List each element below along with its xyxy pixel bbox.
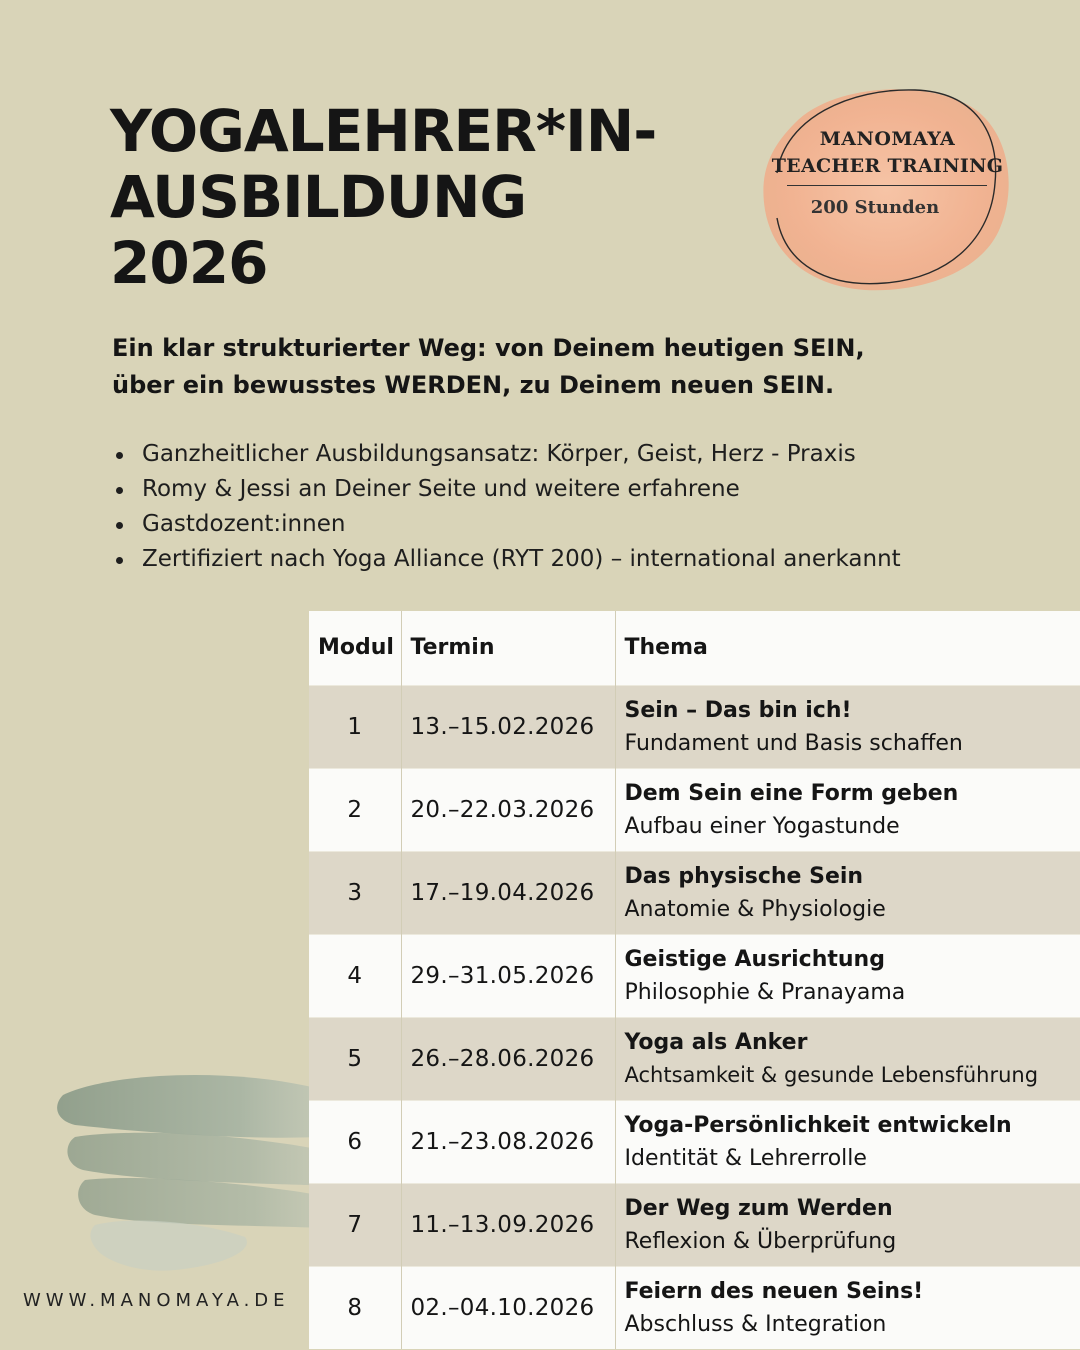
topic-title: Sein – Das bin ich! <box>624 697 852 723</box>
title-line-3: 2026 <box>110 229 268 297</box>
module-number: 7 <box>309 1183 401 1266</box>
feature-list <box>112 437 901 577</box>
topic-description: Philosophie & Pranayama <box>624 979 906 1005</box>
topic-title: Yoga als Anker <box>624 1029 808 1055</box>
module-number: 2 <box>309 768 401 851</box>
header-termin: Termin <box>401 611 615 685</box>
intro-text <box>112 330 865 404</box>
header-modul: Modul <box>309 611 401 685</box>
badge-divider <box>787 185 987 186</box>
module-topic <box>615 768 1080 851</box>
table-row <box>309 1266 1080 1349</box>
module-date: 29.–31.05.2026 <box>401 934 615 1017</box>
badge-title: MANOMAYA <box>819 128 956 150</box>
module-number: 3 <box>309 851 401 934</box>
module-topic <box>615 851 1080 934</box>
module-number: 1 <box>309 685 401 768</box>
topic-description: Reflexion & Überprüfung <box>624 1228 897 1254</box>
module-topic <box>615 934 1080 1017</box>
module-date: 02.–04.10.2026 <box>401 1266 615 1349</box>
topic-description: Abschluss & Integration <box>624 1311 887 1337</box>
badge-hours: 200 Stunden <box>810 197 940 218</box>
website-url[interactable]: WWW.MANOMAYA.DE <box>23 1290 290 1311</box>
table-row <box>309 768 1080 851</box>
feature-item: Romy & Jessi an Deiner Seite und weitere erfahrene <box>112 472 901 507</box>
module-date: 21.–23.08.2026 <box>401 1100 615 1183</box>
page-title <box>110 98 656 296</box>
topic-description: Identität & Lehrerrolle <box>624 1145 867 1171</box>
module-topic <box>615 1266 1080 1349</box>
table-row <box>309 1017 1080 1100</box>
topic-title: Yoga-Persönlichkeit entwickeln <box>624 1112 1012 1138</box>
table-row <box>309 851 1080 934</box>
topic-description: Aufbau einer Yogastunde <box>624 813 900 839</box>
module-number: 4 <box>309 934 401 1017</box>
feature-item: Ganzheitlicher Ausbildungsansatz: Körper, Geist, Herz - Praxis <box>112 437 901 472</box>
module-topic <box>615 1017 1080 1100</box>
topic-title: Das physische Sein <box>624 863 864 889</box>
module-date: 13.–15.02.2026 <box>401 685 615 768</box>
header-thema: Thema <box>624 635 708 661</box>
module-topic <box>615 685 1080 768</box>
title-line-2: AUSBILDUNG <box>110 163 527 231</box>
module-number: 8 <box>309 1266 401 1349</box>
table-row <box>309 1100 1080 1183</box>
topic-description: Achtsamkeit & gesunde Lebensführung <box>624 1062 1039 1087</box>
table-row <box>309 934 1080 1017</box>
feature-item: Zertifiziert nach Yoga Alliance (RYT 200) – international anerkannt <box>112 542 901 577</box>
table-row <box>309 685 1080 768</box>
topic-title: Feiern des neuen Seins! <box>624 1278 924 1304</box>
module-number: 6 <box>309 1100 401 1183</box>
badge-subtitle: TEACHER TRAINING <box>771 155 1004 177</box>
title-line-1: YOGALEHRER*IN- <box>110 97 657 165</box>
topic-title: Der Weg zum Werden <box>624 1195 893 1221</box>
schedule-table <box>309 611 1080 1349</box>
topic-title: Geistige Ausrichtung <box>624 946 885 972</box>
module-number: 5 <box>309 1017 401 1100</box>
intro-line-1: Ein klar strukturierter Weg: von Deinem heutigen SEIN, <box>112 334 865 362</box>
module-date: 17.–19.04.2026 <box>401 851 615 934</box>
module-date: 20.–22.03.2026 <box>401 768 615 851</box>
topic-description: Anatomie & Physiologie <box>624 896 886 922</box>
table-row <box>309 1183 1080 1266</box>
module-date: 11.–13.09.2026 <box>401 1183 615 1266</box>
topic-title: Dem Sein eine Form geben <box>624 780 959 806</box>
teacher-training-badge <box>755 78 1020 298</box>
topic-description: Fundament und Basis schaffen <box>624 730 963 756</box>
module-topic <box>615 1100 1080 1183</box>
feature-item-continued: Gastdozent:innen <box>112 507 901 542</box>
intro-line-2: über ein bewusstes WERDEN, zu Deinem neuen SEIN. <box>112 371 835 399</box>
module-topic <box>615 1183 1080 1266</box>
module-date: 26.–28.06.2026 <box>401 1017 615 1100</box>
table-header-row <box>309 611 1080 685</box>
badge-watercolor-shape <box>755 78 1020 298</box>
